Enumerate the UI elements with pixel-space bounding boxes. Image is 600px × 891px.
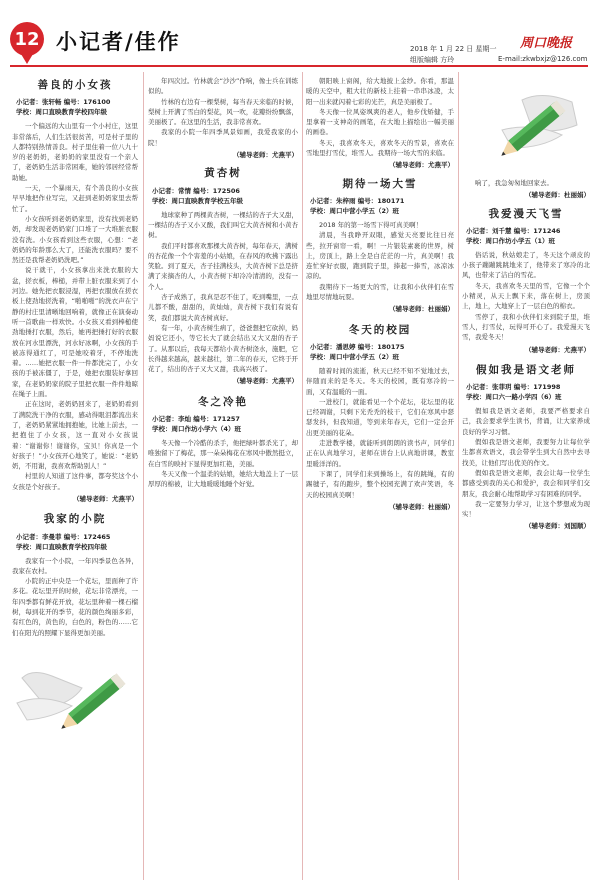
paragraph: 我家的小院一年四季风景如画，我爱我家的小院！ — [148, 128, 298, 147]
pencil-icon — [462, 80, 590, 170]
article-title: 我爱漫天飞雪 — [488, 207, 564, 220]
article-school: 学校：周口直映教育学校四年级 — [16, 542, 107, 551]
article-winter-campus — [306, 325, 454, 512]
article-body — [306, 366, 454, 500]
article-body — [462, 406, 590, 519]
article-teacher: （辅导老师：尤燕平） — [73, 494, 138, 503]
header-divider — [10, 65, 588, 67]
column-4 — [462, 72, 590, 880]
article-teacher: （辅导老师：杜丽娟） — [525, 191, 590, 200]
article-teacher: （辅导老师：刘国顺） — [525, 522, 590, 531]
paragraph: 假如我是语文老师，我要努力让每位学生都喜欢语文，我会带学生到大自然中去寻找美，让他们写出优美的作文。 — [462, 438, 590, 467]
article-body — [462, 250, 590, 343]
article-school: 学校：周口六一路小学四（6）班 — [466, 393, 562, 402]
article-reporter: 小记者：李曼菲 编号：172465 — [16, 532, 111, 541]
article-if-chinese-teacher — [462, 365, 590, 532]
article-title: 我家的小院 — [43, 513, 107, 526]
page-number-badge: 12 — [10, 22, 44, 56]
pencil-illustration — [462, 80, 590, 170]
article-continuation — [148, 76, 298, 148]
article-title: 善良的小女孩 — [37, 79, 113, 91]
paragraph: 小院的正中央是一个花坛，里面种了许多花。花坛里开的时候，花坛非常漂亮，一年四季都有鲜花开放，花坛里种着一棵石榴树，每到花开的季节，花的颜色绚丽多彩，有红色的，黄色的，白色的，粉色的……它们在阳光的照耀下显得更加美丽。 — [12, 577, 138, 637]
paragraph: 竹林的右边有一棵梨树，每当春天来临的时候，梨树上开满了雪白的梨花，风一吹，花瓣纷纷飘落，美丽极了。在这里的生活，我非常喜欢。 — [148, 97, 298, 127]
paragraph: 清晨，当我睁开双眼，感觉天亮要比往日亮些，拉开窗帘一看，啊！一片银装素裹的世界，树上，房顶上，路上全是白茫茫的一片，真美啊！我连忙穿好衣服，跑到院子里，捧起一捧雪，冰凉冰凉的。 — [306, 231, 454, 281]
article-reporter: 小记者：朱梓雨 编号：180171 — [310, 196, 405, 205]
pencil-illustration — [12, 648, 138, 748]
paragraph: 村里的人知道了这件事，都夸奖这个小女孩是个好孩子。 — [12, 472, 138, 491]
paragraph: 杏子成熟了，我真是忍不住了，吃到嘴里，一点儿都不酸，甜甜的，黄灿灿，黄杏树下我们有说有笑，我们都说大黄杏树真好。 — [148, 293, 298, 322]
article-teacher: （辅导老师：尤燕平） — [233, 377, 298, 386]
paragraph: 我家有一个小院，一年四季景色各异，我家在农村。 — [12, 556, 138, 575]
article-winter-beauty — [148, 397, 298, 490]
page-header — [0, 0, 600, 66]
column-divider — [302, 72, 303, 880]
contact-email: E-mail:zkwbxjz@126.com — [498, 55, 588, 63]
article-my-yard — [12, 514, 138, 638]
paragraph: 说干就干，小女孩拿出来洗衣服的大盆，搓衣板，棒槌，并带上脏衣服来到了小河边。她先把衣服浸湿，再把衣服放在搓衣板上使劲地搓洗着，“啪啪啪”的洗衣声在宁静的村庄里清晰地回响着，就像正在演奏动听一首歌曲一样欢快。小女孩又看到棒槌使劲地捶打衣服，然后，她再把捶打好的衣服放在河水里漂洗，河水好冰啊，小女孩的手被冻得通红了，可是她咬着牙，不停地洗着。……她把衣服一件一件都洗完了，小女孩的手被冻僵了，于是，她把衣服装好拿回家，在老奶奶家的院子里把衣服一件件地晾在绳子上面。 — [12, 266, 138, 399]
paragraph: 随着时间的流逝，秋天已经不知不觉地过去，伴随而来的是冬天。冬天的校园，既有寒冷的一面，又有温暖的一面。 — [306, 366, 454, 396]
article-reporter: 小记者：潘思婷 编号：180175 — [310, 342, 405, 351]
article-title: 黄杏树 — [204, 167, 242, 180]
paragraph: 地球家种了两棵黄杏树，一棵结的杏子大又甜，一棵结的杏子又小又酸，我们叫它大黄杏树和小黄杏树。 — [148, 210, 298, 240]
article-title: 冬之冷艳 — [198, 395, 248, 408]
column-3 — [306, 72, 454, 880]
column-1 — [12, 72, 138, 880]
article-teacher: （辅导老师：尤燕平） — [389, 161, 454, 170]
article-title: 假如我是语文老师 — [476, 363, 576, 376]
paragraph: 雪停了，我和小伙伴们来到院子里，堆雪人，打雪仗，玩得可开心了。我爱漫天飞雪，我爱冬天！ — [462, 312, 590, 342]
article-reporter: 小记者：张菲玥 编号：171998 — [466, 383, 561, 392]
article-love-snow — [462, 209, 590, 355]
paragraph: 2018 年的第一场雪下得可真美啊！ — [319, 220, 423, 229]
paragraph: 冬天，我喜欢冬天里的雪，它像一个个小精灵，从天上飘下来，落在树上，房顶上，地上，大地穿上了一层白色的棉衣。 — [462, 281, 590, 311]
paragraph: 我们平时都喜欢那棵大黄杏树，每年春天，满树的杏花像一个个害羞的小姑娘，在春风的吹拂下露出笑脸。到了夏天，杏子挂满枝头，大黄杏树下总是挤满了来摘杏的人，小黄杏树下却冷冷清清的，没有一个人。 — [148, 241, 298, 291]
paragraph: 一进校门，就能看见一个个花坛，花坛里的花已经凋谢，只剩下光秃秃的枝干，它们在寒风中瑟瑟发抖，但我知道，等到来年春天，它们一定会开出更美丽的花朵。 — [306, 397, 454, 437]
column-2 — [148, 72, 298, 880]
paragraph: 一天，一个暴雨天，有个善良的小女孩早早地把作业写完，又赶到老奶奶家里去帮忙了。 — [12, 184, 138, 213]
article-school: 学校：周口中营小学五（2）班 — [310, 352, 400, 361]
paragraph: 我一定要努力学习，让这个梦想成为现实！ — [462, 499, 590, 519]
paragraph: 有一年，小黄杏树生病了，爸爸想把它砍掉，妈妈说它还小，等它长大了就会结出又大又甜的杏子了。从那以后，我每天都给小黄杏树浇水，施肥，它长得越来越高，越来越壮，第二年的春天，它终于开花了，结出的杏子又大又甜，我高兴极了。 — [148, 323, 298, 374]
article-school: 学校：周口中营小学五（2）班 — [310, 206, 400, 215]
article-kind-girl — [12, 80, 138, 504]
article-school: 学校：周口直映教育学校四年级 — [16, 108, 107, 117]
section-title: 小记者/佳作 — [56, 29, 181, 54]
pencil-icon — [12, 648, 138, 748]
article-body — [306, 220, 454, 302]
article-apricot-tree — [148, 168, 298, 386]
paragraph: 下课了，同学们来到操场上，有的跳绳，有的踢毽子，有的跑步，整个校园充满了欢声笑语，冬天的校园真美啊！ — [306, 469, 454, 499]
article-body — [12, 121, 138, 492]
article-teacher: （辅导老师：杜丽娟） — [389, 502, 454, 511]
paragraph: 假如我是语文老师，我会让每一位学生都感受到我的关心和爱护，我会和同学们交朋友，我会耐心地帮助学习有困难的同学。 — [462, 468, 590, 498]
article-reporter: 小记者：李灿 编号：171257 — [152, 415, 240, 424]
paragraph: 我期待下一场更大的雪，让我和小伙伴们在雪地里尽情地玩耍。 — [306, 282, 454, 302]
paragraph: 小女孩听到老奶奶家里，没有找到老奶奶，却发现老奶奶家门口堆了一大堆脏衣服没有洗。小女孩看到这些衣服，心想：“老奶奶的年龄那么大了，还能洗衣服吗？要不然还是我帮老奶奶洗吧。” — [12, 214, 138, 265]
issue-date: 2018 年 1 月 22 日 星期一 — [410, 45, 497, 53]
article-school: 学校：周口作坊小学五（1）班 — [466, 236, 556, 245]
column-divider — [143, 72, 144, 880]
paragraph: 正在这时，老奶奶回来了，老奶奶看到了满院洗干净的衣服，感动得眼泪都流出来了，老奶奶紧紧地拥抱她，比她上前去，一把抱住了小女孩，这一直对小女孩说着：“谢谢你！谢谢你，宝贝！你真是一个好孩子！”小女孩开心地笑了，她说：“老奶奶，不用谢，我喜欢帮助别人！” — [12, 400, 138, 471]
layout-editor: 组版编辑 方玲 — [410, 56, 455, 64]
article-teacher: （辅导老师：杜丽娟） — [389, 305, 454, 314]
paragraph: 俗话说，秋姑娘走了，冬天这个顽皮的小孩子蹦蹦跳跳地来了，他带来了寒冷的北风，也带来了洁白的雪花。 — [462, 250, 590, 280]
article-school: 学校：周口作坊小学六（4）班 — [152, 425, 242, 434]
article-body — [148, 210, 298, 375]
article-continuation — [462, 178, 590, 188]
newspaper-logo: 周口晚报 — [520, 36, 573, 51]
article-title: 期待一场大雪 — [342, 177, 418, 190]
article-reporter: 小记者：刘千慧 编号：171246 — [466, 226, 561, 235]
article-body — [148, 438, 298, 489]
paragraph: 走进教学楼，就能听到朗朗的读书声，同学们正在认真地学习，老师在讲台上认真地讲课，教室里暖洋洋的。 — [306, 439, 454, 468]
article-teacher: （辅导老师：尤燕平） — [525, 345, 590, 354]
article-continuation — [306, 76, 454, 158]
article-title: 冬天的校园 — [348, 323, 412, 336]
column-divider — [458, 72, 459, 880]
paragraph: 响了，我急匆匆地回家去。 — [475, 179, 553, 187]
paragraph: 朝阳映上窗阁，给大地披上金纱。你看，那温暖的天空中，粗大壮的新枝上挂着一串串冰凌，太阳一出来就闪着七彩的光芒，真是美丽极了。 — [306, 77, 454, 106]
article-reporter: 小记者：张轩畅 编号：176100 — [16, 98, 111, 107]
article-reporter: 小记者：常情 编号：172506 — [152, 186, 240, 195]
paragraph: 假如我是语文老师，我要严格要求自己，我会要求学生读书，背诵，让大家养成良好的学习习惯。 — [462, 407, 590, 436]
paragraph: 冬天又像一个温柔的姑娘，她给大地盖上了一层厚厚的棉被，让大地暖暖地睡个好觉。 — [148, 469, 298, 489]
paragraph: 年四次过。竹林就会“沙沙”作响，像士兵在训练似的。 — [148, 77, 298, 96]
article-school: 学校：周口直映教育学校五年级 — [152, 196, 243, 205]
article-teacher: （辅导老师：尤燕平） — [233, 151, 298, 160]
article-body — [12, 556, 138, 638]
paragraph: 冬天像一位风姿飒爽的老人，他步伐矫健，手里拿着一支神奇的画笔，在大地上描绘出一幅美丽的画卷。 — [306, 107, 454, 137]
article-expect-snow — [306, 179, 454, 315]
paragraph: 冬天像一个冷酷的杀手，他把绿叶都杀光了，却唯独留下了梅花，那一朵朵梅花在寒风中傲然挺立，在白雪的映衬下显得更加红艳，美丽。 — [148, 439, 298, 468]
paragraph: 冬天，我喜欢冬天，喜欢冬天的雪景，喜欢在雪地里打雪仗，堆雪人。我期待一场大雪的来临。 — [306, 138, 454, 158]
paragraph: 一个偏远的大山里有一个小村庄，这里非常落后，人们生活很贫苦，可是村子里的人都特别热情善良。村子里住着一位八九十岁的老奶奶，老奶奶的家里没有一个亲人了，老奶奶生活非常困难，她的邻居经常帮助她。 — [12, 122, 138, 182]
